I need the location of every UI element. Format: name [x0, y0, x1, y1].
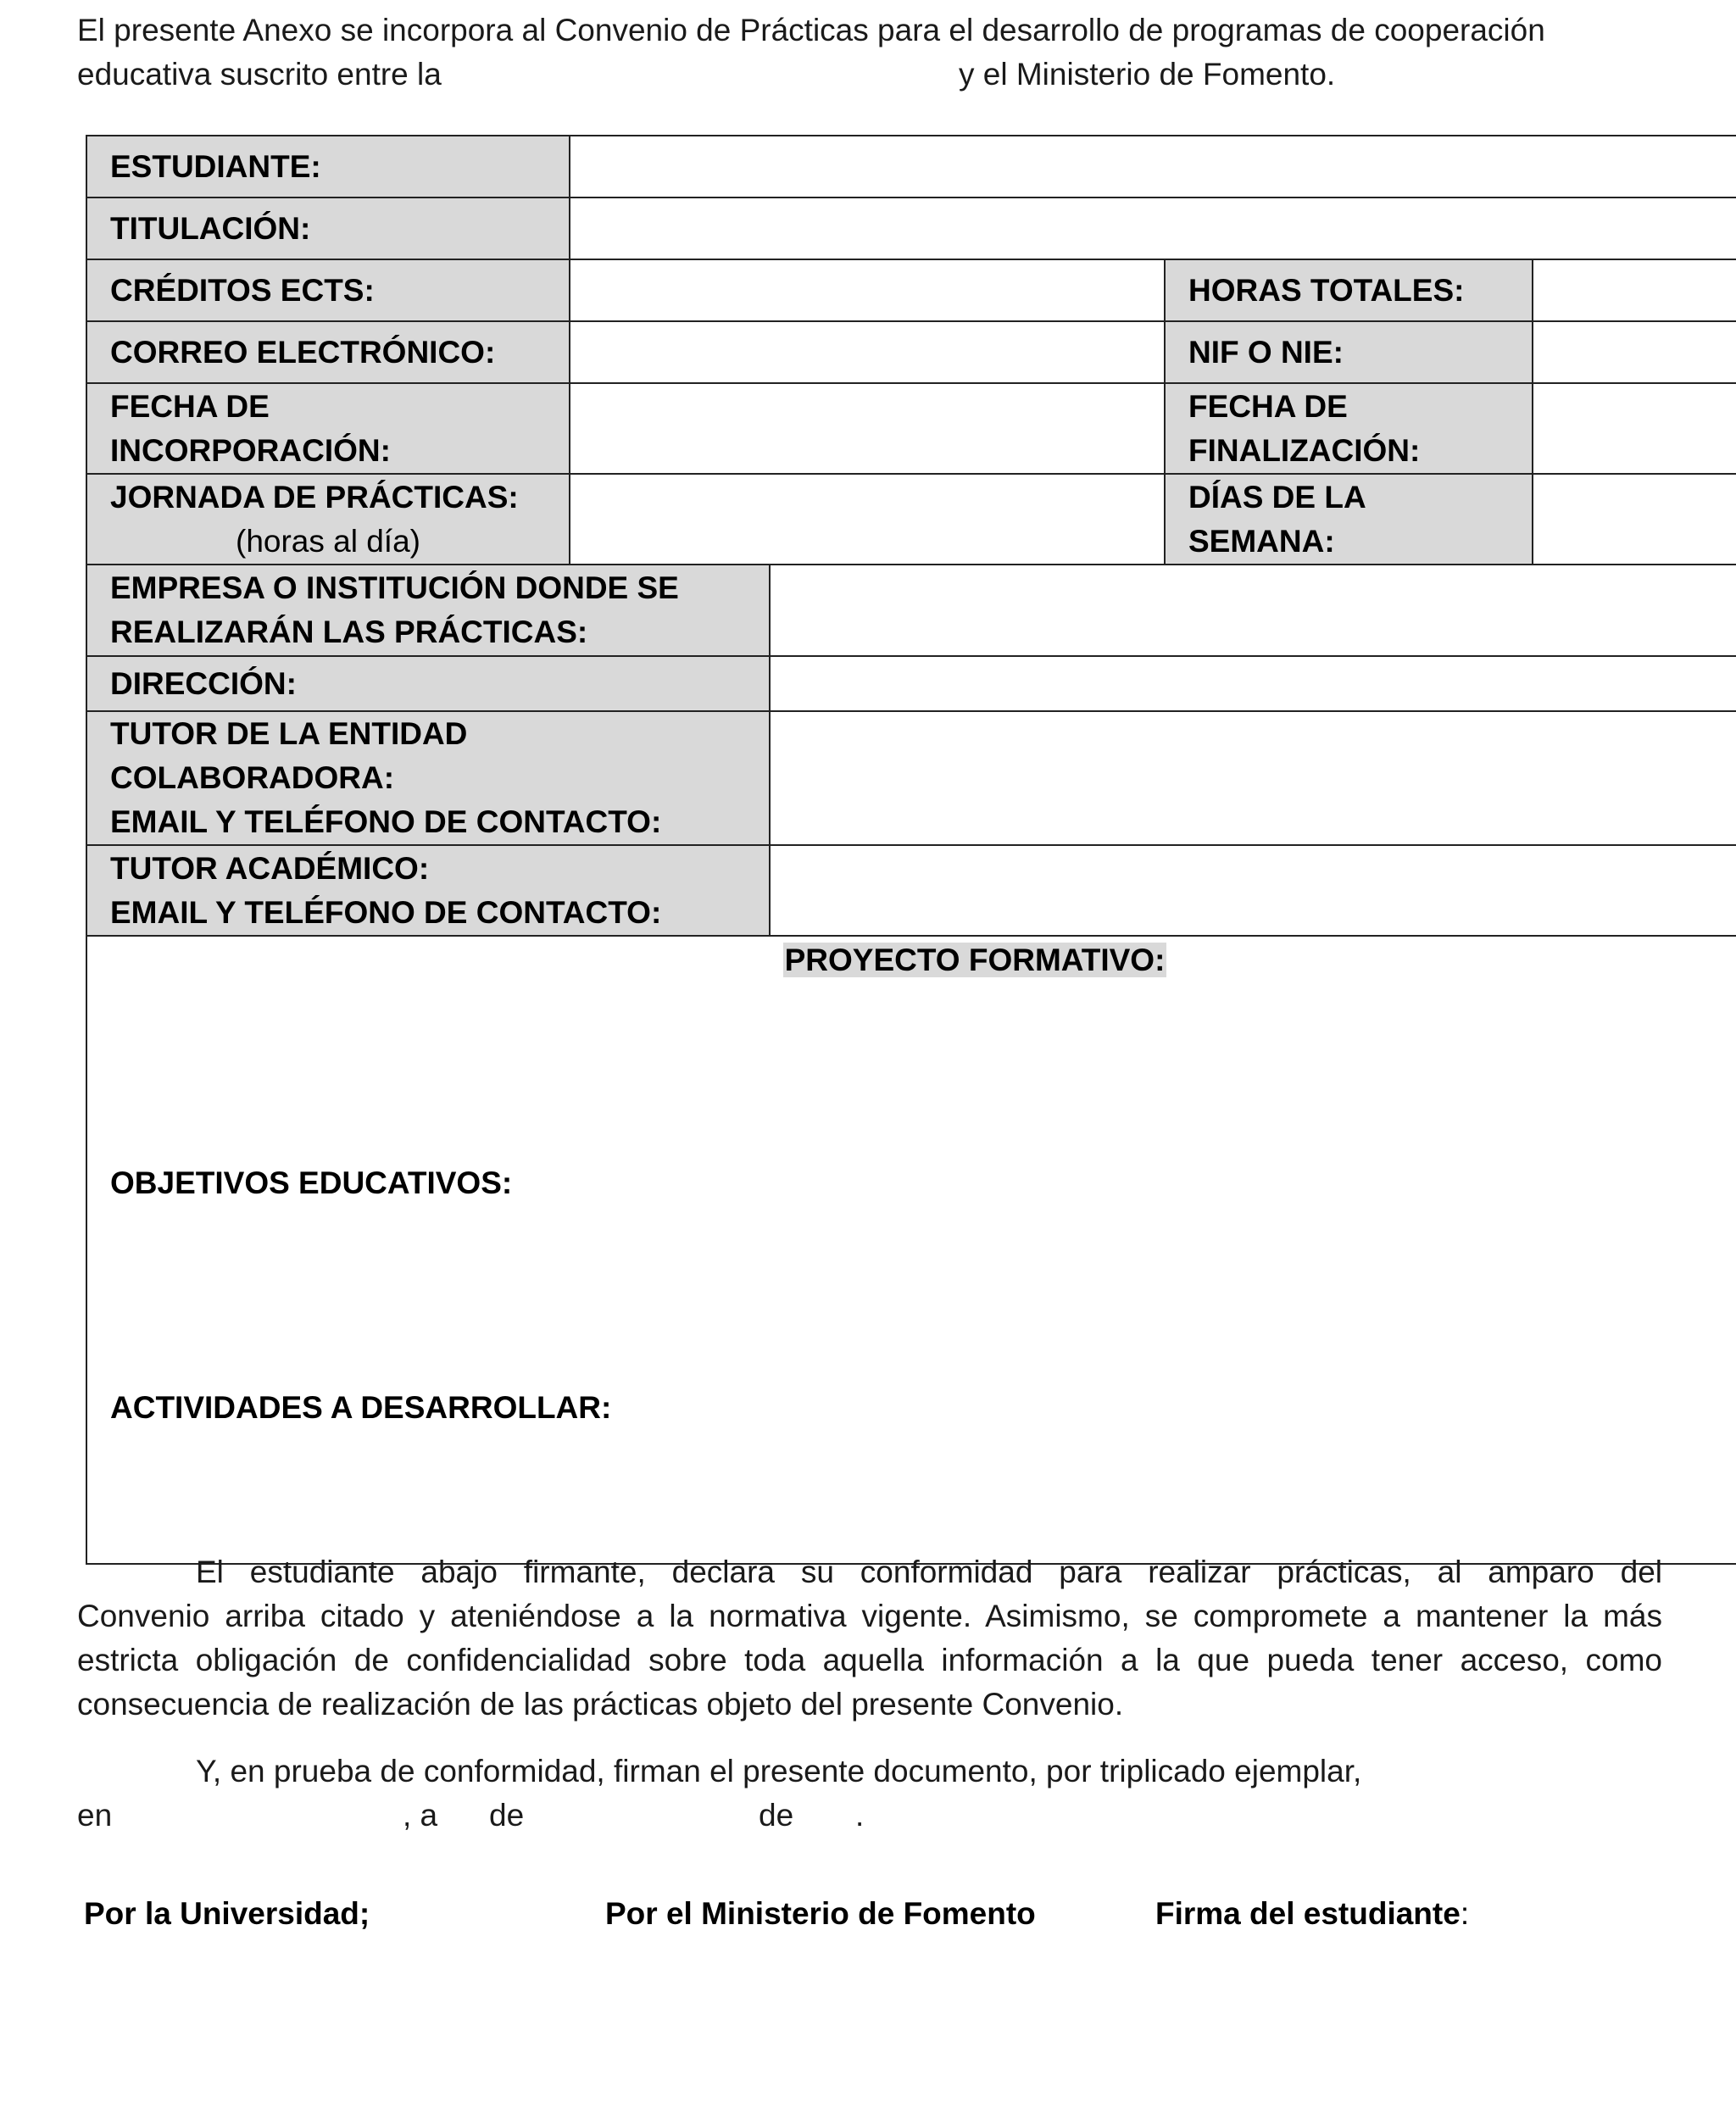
conformity-paragraph — [77, 1750, 1662, 1838]
dias-semana-label: DÍAS DE LA SEMANA: — [1165, 474, 1533, 565]
signature-estudiante-colon: : — [1460, 1896, 1470, 1931]
conformity-a: , a — [403, 1798, 438, 1833]
dias-semana-field[interactable] — [1533, 474, 1736, 565]
horas-totales-label: HORAS TOTALES: — [1165, 259, 1533, 321]
titulacion-field[interactable] — [570, 197, 1736, 259]
nif-field[interactable] — [1533, 321, 1736, 383]
objetivos-educativos-heading: OBJETIVOS EDUCATIVOS: — [110, 1165, 513, 1200]
jornada-label — [86, 474, 570, 565]
creditos-label: CRÉDITOS ECTS: — [86, 259, 570, 321]
estudiante-field[interactable] — [570, 136, 1736, 197]
actividades-heading: ACTIVIDADES A DESARROLLAR: — [110, 1390, 612, 1425]
correo-field[interactable] — [570, 321, 1165, 383]
jornada-label-main: JORNADA DE PRÁCTICAS: — [110, 479, 519, 515]
conformity-dot: . — [855, 1798, 865, 1833]
fecha-finalizacion-label — [1165, 383, 1533, 474]
internship-form-table — [86, 135, 1736, 1565]
intro-line-2 — [77, 53, 1671, 97]
signature-estudiante-label: Firma del estudiante — [1155, 1896, 1461, 1931]
tutor-academico-label — [86, 845, 770, 936]
proyecto-formativo-title: PROYECTO FORMATIVO: — [784, 943, 1166, 977]
empresa-label-2: REALIZARÁN LAS PRÁCTICAS: — [110, 615, 588, 649]
declaration-line-2: Convenio arriba citado y ateniéndose a la normativa vigente. Asimismo, se compromete a mantener la más — [77, 1599, 1662, 1633]
declaration-line-4: consecuencia de realización de las prácticas objeto del presente Convenio. — [77, 1687, 1124, 1722]
tutor-academico-field[interactable] — [770, 845, 1736, 936]
proyecto-formativo-section[interactable] — [86, 936, 1736, 1564]
proyecto-formativo-body — [87, 937, 1736, 1563]
empresa-label-1: EMPRESA O INSTITUCIÓN DONDE SE — [110, 570, 679, 605]
intro-line-2-start: educativa suscrito entre la — [77, 57, 442, 92]
nif-label: NIF O NIE: — [1165, 321, 1533, 383]
declaration-line-3: estricta obligación de confidencialidad sobre toda aquella información a la que pueda tener acceso, como — [77, 1643, 1662, 1677]
conformity-de-2: de — [759, 1798, 794, 1833]
estudiante-label: ESTUDIANTE: — [86, 136, 570, 197]
conformity-line-1: Y, en prueba de conformidad, firman el presente documento, por triplicado ejemplar, — [196, 1754, 1362, 1788]
horas-totales-field[interactable] — [1533, 259, 1736, 321]
declaration-line-1: El estudiante abajo firmante, declara su conformidad para realizar prácticas, al amparo del — [196, 1555, 1662, 1589]
tutor-entidad-label-2: EMAIL Y TELÉFONO DE CONTACTO: — [110, 804, 662, 839]
conformity-de-1: de — [489, 1798, 525, 1833]
fecha-incorporacion-field[interactable] — [570, 383, 1165, 474]
fecha-finalizacion-field[interactable] — [1533, 383, 1736, 474]
intro-line-1: El presente Anexo se incorpora al Convenio de Prácticas para el desarrollo de programas de cooperación — [77, 13, 1545, 47]
direccion-label: DIRECCIÓN: — [86, 656, 770, 711]
tutor-entidad-field[interactable] — [770, 711, 1736, 845]
empresa-field[interactable] — [770, 565, 1736, 656]
tutor-academico-label-1: TUTOR ACADÉMICO: — [110, 850, 430, 886]
empresa-label — [86, 565, 770, 656]
tutor-entidad-label — [86, 711, 770, 845]
fecha-finalizacion-label-1: FECHA DE — [1188, 388, 1348, 424]
jornada-field[interactable] — [570, 474, 1165, 565]
creditos-field[interactable] — [570, 259, 1165, 321]
direccion-field[interactable] — [770, 656, 1736, 711]
correo-label: CORREO ELECTRÓNICO: — [86, 321, 570, 383]
declaration-paragraph — [77, 1550, 1662, 1727]
conformity-en: en — [77, 1798, 113, 1833]
signature-universidad: Por la Universidad; — [84, 1896, 370, 1931]
intro-paragraph — [77, 8, 1671, 97]
tutor-entidad-label-1: TUTOR DE LA ENTIDAD COLABORADORA: — [110, 716, 468, 795]
intro-line-2-end: y el Ministerio de Fomento. — [959, 57, 1336, 92]
conformity-line-2 — [77, 1794, 1662, 1838]
titulacion-label: TITULACIÓN: — [86, 197, 570, 259]
signature-estudiante — [1155, 1892, 1469, 1936]
jornada-label-sub: (horas al día) — [236, 523, 420, 559]
tutor-academico-label-2: EMAIL Y TELÉFONO DE CONTACTO: — [110, 894, 662, 930]
fecha-finalizacion-label-2: FINALIZACIÓN: — [1188, 432, 1421, 468]
signature-ministerio: Por el Ministerio de Fomento — [605, 1896, 1036, 1931]
fecha-incorporacion-label: FECHA DE INCORPORACIÓN: — [86, 383, 570, 474]
proyecto-formativo-heading — [87, 938, 1736, 982]
